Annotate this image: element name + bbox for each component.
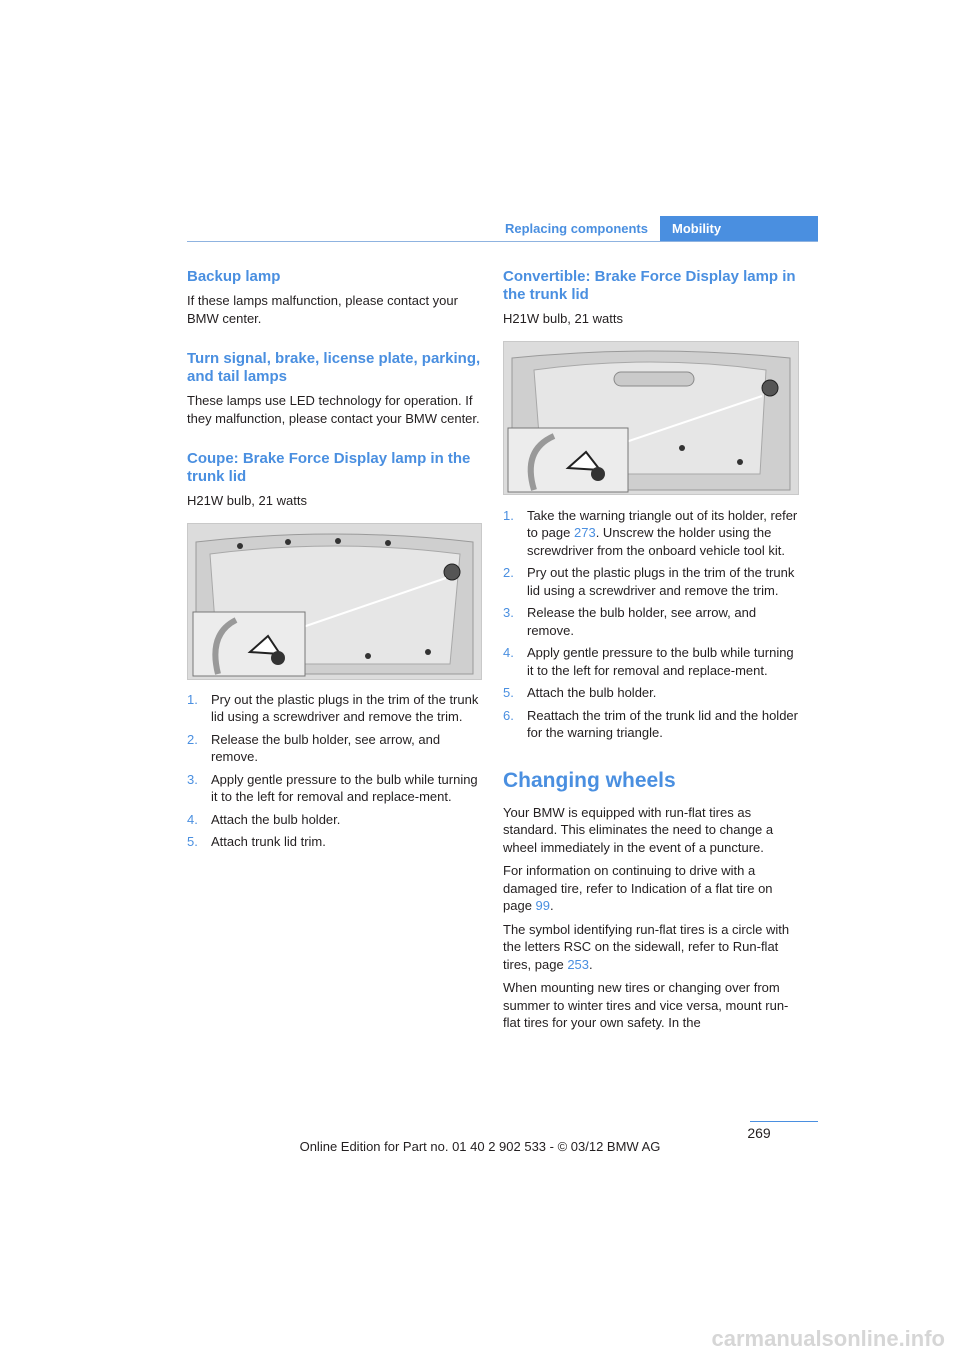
convertible-step: 2. Pry out the plastic plugs in the trim of the trunk lid using a screwdriver and remove the trim.: [503, 565, 795, 598]
right-column: [503, 268, 799, 1032]
footer-edition: Online Edition for Part no. 01 40 2 902 533 - © 03/12 BMW AG: [299, 1139, 661, 1154]
wheels-paragraph: For information on continuing to drive with a damaged tire, refer to Indication of a flat tire on page 99.: [503, 863, 773, 913]
convertible-step: 6. Reattach the trim of the trunk lid and the holder for the warning triangle.: [503, 707, 798, 740]
watermark: carmanualsonline.info: [711, 1326, 945, 1351]
wheels-paragraph: The symbol identifying run-flat tires is a circle with the letters RSC on the sidewall, refer to Run-flat tires, page 253.: [503, 921, 790, 972]
coupe-step: 2. Release the bulb holder, see arrow, and remove.: [187, 731, 441, 764]
left-column: [187, 268, 482, 856]
convertible-trunk-lid-figure: [503, 341, 799, 495]
turn-signal-text: These lamps use LED technology for operation. If they malfunction, please contact your BMW center.: [187, 393, 480, 426]
page-link[interactable]: 253: [567, 956, 590, 972]
backup-lamp-text: If these lamps malfunction, please contact your BMW center.: [187, 293, 458, 326]
header-section: Replacing components: [504, 221, 648, 236]
coupe-spec: H21W bulb, 21 watts: [187, 493, 307, 508]
coupe-step: 1. Pry out the plastic plugs in the trim of the trunk lid using a screwdriver and remove the trim.: [187, 691, 479, 724]
page-link[interactable]: 273: [574, 525, 596, 540]
changing-wheels-heading: Changing wheels: [503, 768, 676, 792]
convertible-step: 1. Take the warning triangle out of its holder, refer to page 273. Unscrew the holder using the screwdriver from the onboard vehicle tool kit.: [503, 507, 798, 558]
wheels-paragraph: When mounting new tires or changing over from summer to winter tires and vice versa, mount run-flat tires for your own safety. In the: [503, 980, 789, 1030]
header-tab: Mobility: [660, 216, 818, 242]
page-number: 269: [747, 1125, 771, 1141]
coupe-trunk-lid-figure: [187, 523, 482, 680]
convertible-spec: H21W bulb, 21 watts: [503, 311, 623, 326]
wheels-paragraph: Your BMW is equipped with run-flat tires as standard. This eliminates the need to change a wheel immediately in the event of a puncture.: [503, 804, 774, 855]
coupe-step: 5. Attach trunk lid trim.: [187, 834, 326, 849]
convertible-step: 3. Release the bulb holder, see arrow, and remove.: [503, 605, 757, 638]
turn-signal-heading: Turn signal, brake, license plate, parking, and tail lamps: [187, 350, 481, 385]
page-link[interactable]: 99: [535, 898, 551, 913]
page-number-rule: [750, 1121, 818, 1122]
coupe-step: 4. Attach the bulb holder.: [187, 811, 341, 827]
convertible-heading: Convertible: Brake Force Display lamp in the trunk lid: [503, 268, 796, 303]
convertible-step: 5. Attach the bulb holder.: [503, 685, 657, 700]
coupe-heading: Coupe: Brake Force Display lamp in the trunk lid: [187, 450, 471, 485]
header-rule: [187, 241, 818, 242]
convertible-step: 4. Apply gentle pressure to the bulb while turning it to the left for removal and replace-ment.: [503, 645, 794, 678]
coupe-step: 3. Apply gentle pressure to the bulb while turning it to the left for removal and replace-ment.: [187, 771, 478, 804]
backup-lamp-heading: Backup lamp: [187, 268, 281, 285]
